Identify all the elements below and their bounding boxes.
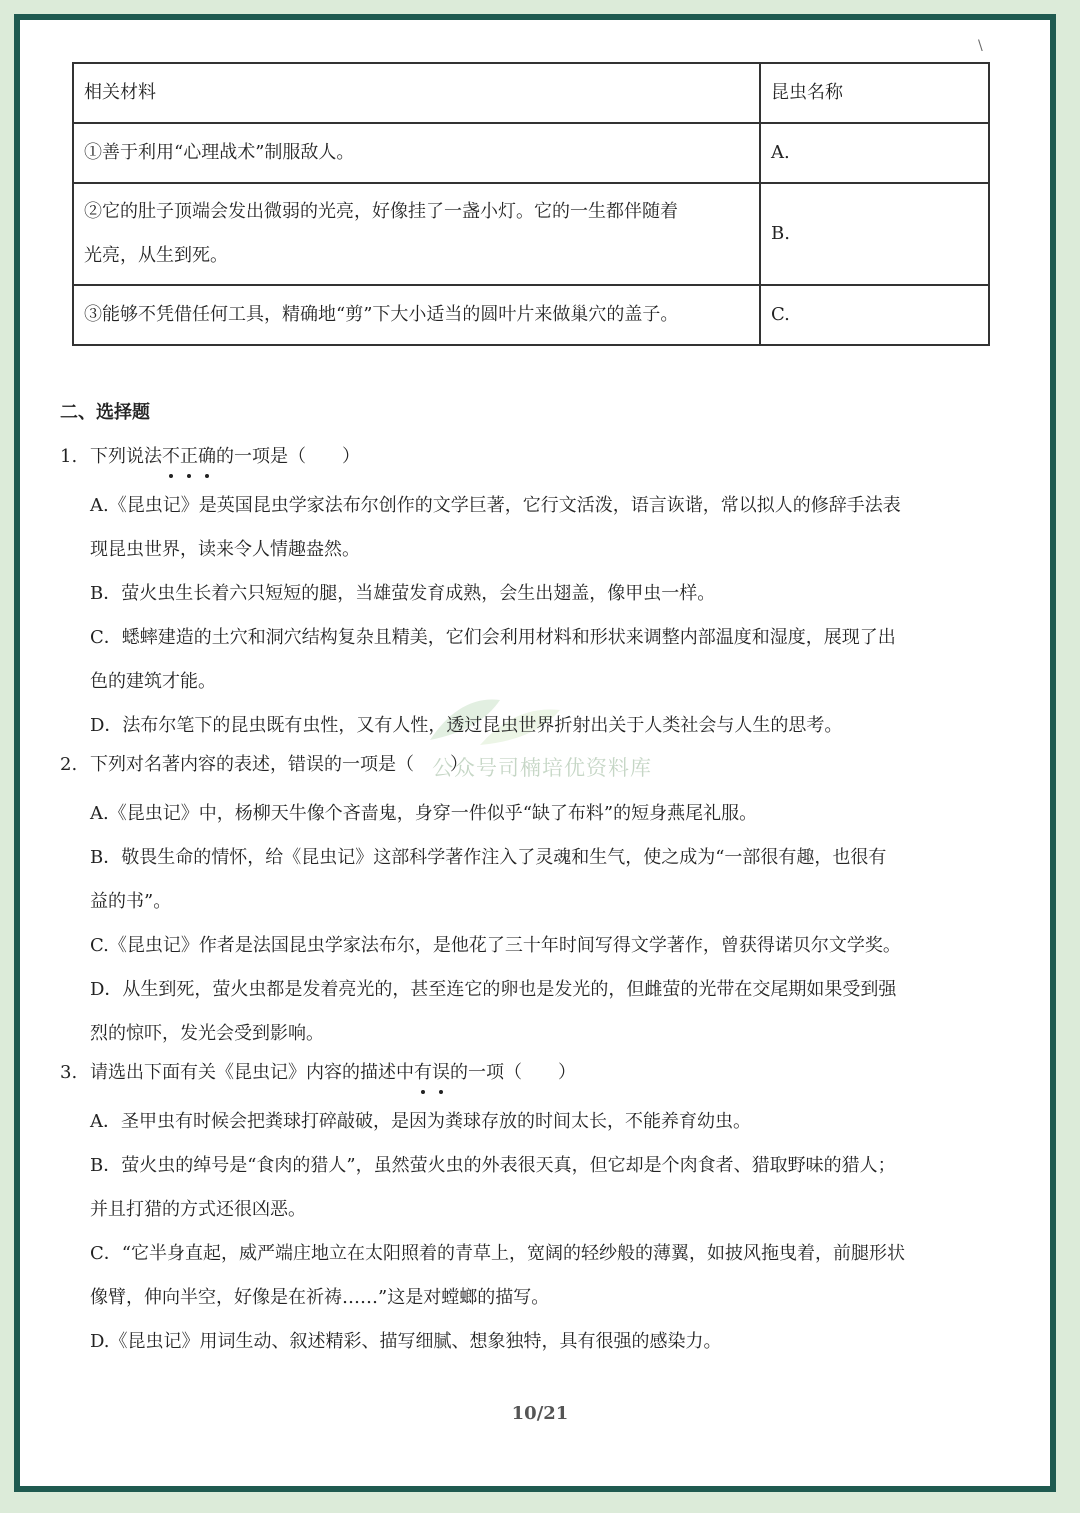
option-line: B．萤火虫的绰号是“食肉的猎人”，虽然萤火虫的外表很天真，但它却是个肉食者、猎取野味的猎人； [90, 1155, 896, 1176]
option-line: D．从生到死，萤火虫都是发着亮光的，甚至连它的卵也是发光的，但雌萤的光带在交尾期如果受到强 [90, 979, 897, 1000]
insect-cell: B. [760, 183, 989, 285]
question-number: 3. [60, 1062, 78, 1083]
option-line: B．敬畏生命的情怀，给《昆虫记》这部科学著作注入了灵魂和生气，使之成为“一部很有趣，也很有 [90, 847, 887, 868]
material-cell: ①善于利用“心理战术”制服敌人。 [73, 123, 760, 183]
header-insect: 昆虫名称 [760, 63, 989, 123]
question-stem: 的一项（ ） [450, 1062, 576, 1083]
emphasis-char: 有 [414, 1056, 432, 1090]
table-header-row [73, 63, 989, 123]
option-line: A.《昆虫记》是英国昆虫学家法布尔创作的文学巨著，它行文活泼，语言诙谐，常以拟人的修辞手法表 [90, 495, 901, 516]
option-line: 色的建筑才能。 [90, 671, 216, 692]
question-stem: 下列对名著内容的表述，错误的一项是（ ） [90, 754, 468, 775]
emphasis-char: 不 [162, 440, 180, 474]
insect-cell: A. [760, 123, 989, 183]
option-c [60, 1232, 1000, 1320]
material-cell [73, 183, 760, 285]
option-d: D．法布尔笔下的昆虫既有虫性，又有人性，透过昆虫世界折射出关于人类社会与人生的思考。 [90, 715, 843, 736]
table-row [73, 183, 989, 285]
question-3 [60, 1056, 1000, 1090]
question-stem: 请选出下面有关《昆虫记》内容的描述中 [90, 1062, 414, 1083]
section-title: 二、选择题 [60, 402, 150, 423]
option-b [60, 1144, 1000, 1232]
option-line: 并且打猎的方式还很凶恶。 [90, 1199, 306, 1220]
emphasis-char: 误 [432, 1056, 450, 1090]
question-stem: 下列说法 [90, 446, 162, 467]
option-line: 像臂，伸向半空，好像是在祈祷……”这是对螳螂的描写。 [90, 1287, 550, 1308]
option-a [60, 484, 1000, 572]
option-line: 现昆虫世界，读来令人情趣盎然。 [90, 539, 360, 560]
emphasis-char: 确 [198, 440, 216, 474]
question-stem: 的一项是（ ） [216, 446, 360, 467]
material-line: 光亮，从生到死。 [84, 245, 228, 266]
questions-section [60, 398, 1000, 1364]
materials-table [72, 62, 990, 346]
header-material: 相关材料 [73, 63, 760, 123]
material-line: ②它的肚子顶端会发出微弱的光亮，好像挂了一盏小灯。它的一生都伴随着 [84, 201, 678, 222]
question-number: 2. [60, 754, 78, 775]
question-1 [60, 440, 1000, 474]
emphasis-char: 正 [180, 440, 198, 474]
option-b: B．萤火虫生长着六只短短的腿，当雄萤发育成熟，会生出翅盖，像甲虫一样。 [90, 583, 716, 604]
option-a: A．圣甲虫有时候会把粪球打碎敲破，是因为粪球存放的时间太长，不能养育幼虫。 [90, 1111, 751, 1132]
option-line: C．“它半身直起，威严端庄地立在太阳照着的青草上，宽阔的轻纱般的薄翼，如披风拖曳着，前腿形状 [90, 1243, 905, 1264]
option-c: C.《昆虫记》作者是法国昆虫学家法布尔，是他花了三十年时间写得文学著作，曾获得诺贝尔文学奖。 [90, 935, 901, 956]
question-number: 1. [60, 446, 78, 467]
material-cell: ③能够不凭借任何工具，精确地“剪”下大小适当的圆叶片来做巢穴的盖子。 [73, 285, 760, 345]
option-c [60, 616, 1000, 704]
option-line: 烈的惊吓，发光会受到影响。 [90, 1023, 324, 1044]
page-number: 10/21 [511, 1403, 569, 1424]
option-line: 益的书”。 [90, 891, 172, 912]
option-d [60, 968, 1000, 1056]
option-b [60, 836, 1000, 924]
option-d: D.《昆虫记》用词生动、叙述精彩、描写细腻、想象独特，具有很强的感染力。 [90, 1331, 722, 1352]
table-row [73, 123, 989, 183]
table-row [73, 285, 989, 345]
watermark-text: 公众号司楠培优资料库 [432, 756, 652, 780]
option-line: C．蟋蟀建造的土穴和洞穴结构复杂且精美，它们会利用材料和形状来调整内部温度和湿度，展现了出 [90, 627, 896, 648]
option-a: A.《昆虫记》中，杨柳天牛像个吝啬鬼，身穿一件似乎“缺了布料”的短身燕尾礼服。 [90, 803, 758, 824]
corner-mark: \ [978, 38, 983, 54]
insect-cell: C. [760, 285, 989, 345]
